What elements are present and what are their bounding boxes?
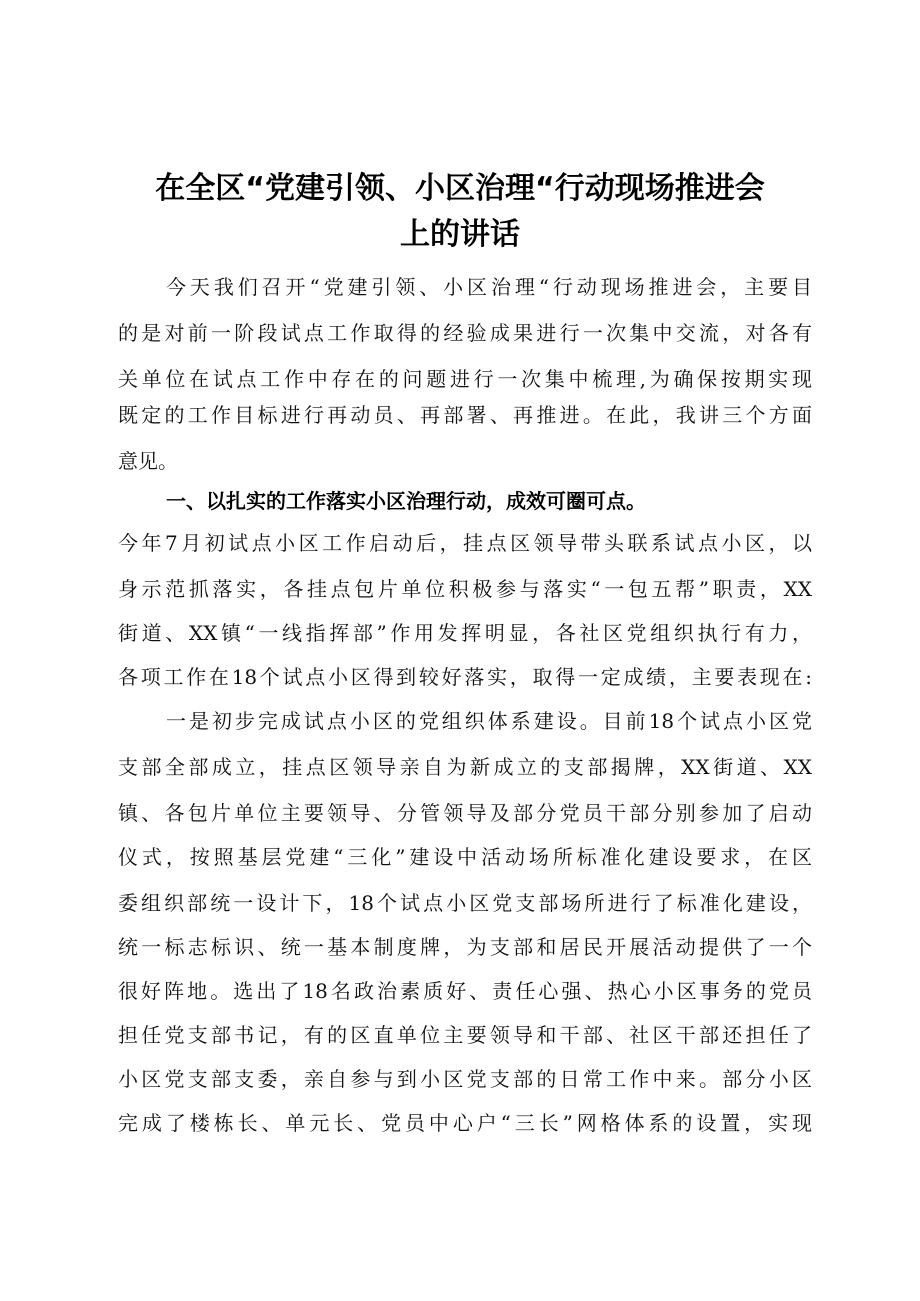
point-1-line: 仪式，按照基层党建“三化”建设中活动场所标准化建设要求，在区 <box>118 845 812 869</box>
point-1-line: 小区党支部支委，亲自参与到小区党支部的日常工作中来。部分小区 <box>118 1067 812 1091</box>
point-1-line: 完成了楼栋长、单元长、党员中心户“三长”网格体系的设置，实现 <box>118 1111 812 1135</box>
point-1-line: 委组织部统一设计下，18个试点小区党支部场所进行了标准化建设， <box>118 891 812 915</box>
intro-line: 既定的工作目标进行再动员、再部署、再推进。在此，我讲三个方面 <box>118 403 812 427</box>
section-1-line: 今年7月初试点小区工作启动后，挂点区领导带头联系试点小区，以 <box>118 531 812 555</box>
point-1-line: 统一标志标识、统一基本制度牌，为支部和居民开展活动提供了一个 <box>118 935 812 959</box>
point-1-line: 镇、各包片单位主要领导、分管领导及部分党员干部分别参加了启动 <box>118 801 812 825</box>
intro-line: 意见。 <box>118 449 178 473</box>
point-1-line: 支部全部成立，挂点区领导亲自为新成立的支部揭牌，XX街道、XX <box>118 755 812 779</box>
section-1-line: 身示范抓落实，各挂点包片单位积极参与落实“一包五帮”职责，XX <box>118 577 812 601</box>
document-title-line-2: 上的讲话 <box>400 217 520 252</box>
point-1-line: 担任党支部书记，有的区直单位主要领导和干部、社区干部还担任了 <box>118 1023 812 1047</box>
section-1-line: 各项工作在18个试点小区得到较好落实，取得一定成绩，主要表现在: <box>118 665 812 689</box>
intro-line: 的是对前一阶段试点工作取得的经验成果进行一次集中交流，对各有 <box>118 321 812 345</box>
point-1-line: 很好阵地。选出了18名政治素质好、责任心强、热心小区事务的党员 <box>118 979 812 1003</box>
section-1-heading: 一、以扎实的工作落实小区治理行动，成效可圈可点。 <box>166 489 646 513</box>
document-title-line-1: 在全区“党建引领、小区治理“行动现场推进会 <box>155 171 765 206</box>
intro-line: 关单位在试点工作中存在的问题进行一次集中梳理,为确保按期实现 <box>118 367 812 391</box>
intro-line: 今天我们召开“党建引领、小区治理“行动现场推进会，主要目 <box>166 275 812 299</box>
section-1-line: 街道、XX镇“一线指挥部”作用发挥明显，各社区党组织执行有力， <box>118 621 812 645</box>
point-1-line: 一是初步完成试点小区的党组织体系建设。目前18个试点小区党 <box>166 709 812 733</box>
